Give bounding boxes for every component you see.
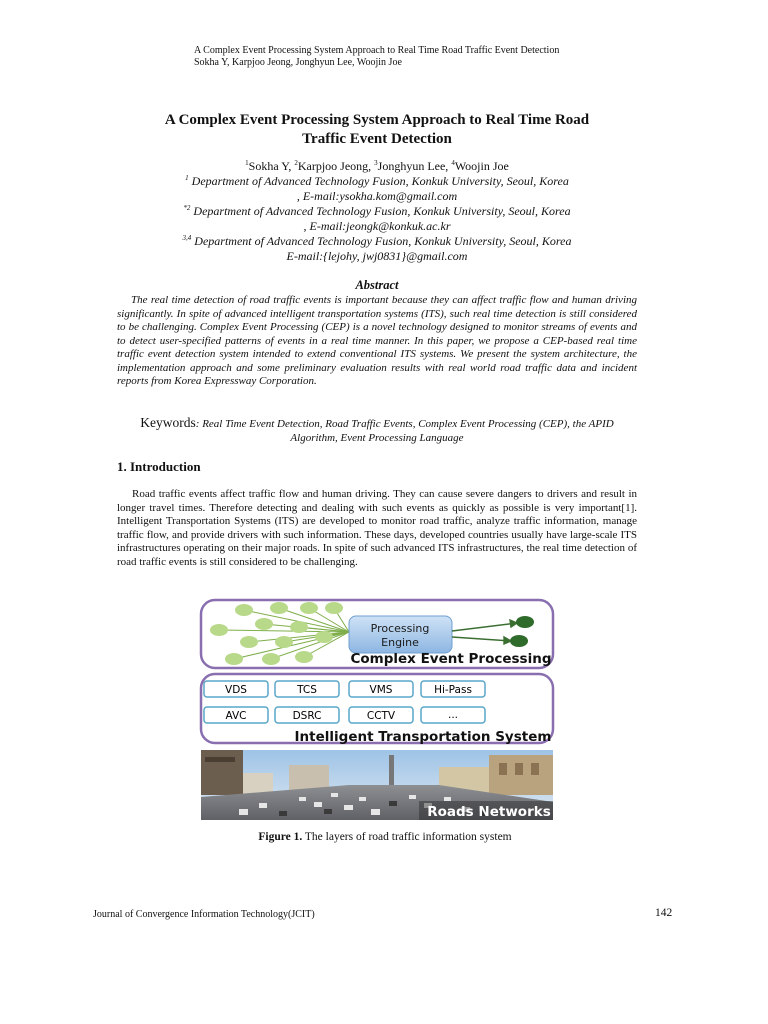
keywords-text: : Real Time Event Detection, Road Traffic Events, Complex Event Processing (CEP), the APID Algorithm, Event Processing Language	[195, 418, 614, 444]
author-name: Karpjoo Jeong,	[297, 159, 375, 173]
keywords-label: Keywords	[140, 415, 196, 430]
engine-label-2: Engine	[381, 636, 419, 649]
author-name: Sokha Y,	[248, 159, 295, 173]
introduction-text: Road traffic events affect traffic flow and human driving. They can cause severe dangers to drivers and result in longer travel times. Therefore detecting and dealing with such events as quickly as possible is very important[1]. Intelligent Transportation Systems (ITS) are developed to monitor road traffic, analyze traffic information, manage traffic flow, and provide drivers with such information. These days, developed countries usually have large-scale ITS infrastructures operating on their major roads. In spite of such advanced ITS infrastructures, the real time detection of road traffic events is still considered to be challenging.	[117, 488, 637, 568]
email-2: , E-mail:jeongk@konkuk.ac.kr	[303, 219, 451, 233]
page-number: 142	[655, 907, 673, 919]
author-sup: 4	[451, 159, 455, 167]
email-1: , E-mail:ysokha.kom@gmail.com	[296, 189, 458, 203]
affiliation-2	[90, 204, 664, 219]
its-box-label: TCS	[297, 684, 317, 696]
affiliation-sup: *2	[183, 204, 191, 212]
abstract-heading: Abstract	[355, 278, 399, 292]
running-head-authors: Sokha Y, Karpjoo Jeong, Jonghyun Lee, Woojin Joe	[194, 57, 402, 68]
paper-title	[100, 111, 654, 149]
caption-label: Figure 1.	[258, 831, 303, 843]
affiliation-sup: 3,4	[182, 234, 192, 242]
author-block	[90, 159, 664, 264]
its-box-label: CCTV	[366, 710, 396, 722]
engine-label-1: Processing	[370, 622, 430, 635]
paper-title-line1: A Complex Event Processing System Approach to Real Time Road	[164, 112, 590, 128]
affiliation-text: Department of Advanced Technology Fusion, Konkuk University, Seoul, Korea	[191, 234, 572, 248]
author-names	[90, 159, 664, 174]
its-box-label: AVC	[225, 710, 247, 722]
figure-1	[199, 597, 557, 822]
affiliation-text: Department of Advanced Technology Fusion, Konkuk University, Seoul, Korea	[190, 204, 571, 218]
keywords	[117, 416, 637, 445]
abstract-text: The real time detection of road traffic events is important because they can affect traffic flow and human driving significantly. In spite of advanced intelligent transportation systems (ITS), such real time detection is still considered to be challenging. Complex Event Processing (CEP) is a novel technology designed to monitor streams of events and to detect user-specified patterns of events in a real time manner. In this paper, we propose a CEP-based real time traffic event detection system intended to extend conventional ITS systems. We present the system architecture, the implementation approach and some preliminary evaluation results with real world road traffic data and incident reports from Korea Expressway Corporation.	[117, 294, 637, 387]
running-head-title: A Complex Event Processing System Approach to Real Time Road Traffic Event Detection	[194, 45, 560, 56]
layers-diagram	[199, 597, 557, 822]
email-3: E-mail:{lejohy, jwj0831}@gmail.com	[286, 249, 468, 263]
its-box-label: ...	[447, 709, 459, 721]
author-name: Jonghyun Lee,	[377, 159, 452, 173]
author-sup: 1	[245, 159, 249, 167]
cep-layer-label: Complex Event Processing	[350, 651, 552, 667]
its-box-label: VDS	[225, 684, 247, 696]
paper-title-line2: Traffic Event Detection	[302, 131, 452, 147]
author-name: Woojin Joe	[454, 159, 509, 173]
section-heading: 1. Introduction	[117, 459, 201, 474]
its-box-label: VMS	[369, 684, 393, 696]
roads-layer-label: Roads Networks	[427, 804, 551, 820]
figure-caption	[90, 831, 680, 843]
author-sup: 2	[294, 159, 298, 167]
its-box-label: Hi-Pass	[434, 684, 472, 696]
its-box-label: DSRC	[292, 710, 322, 722]
affiliation-text: Department of Advanced Technology Fusion, Konkuk University, Seoul, Korea	[188, 174, 569, 188]
affiliation-3	[90, 234, 664, 249]
its-layer-label: Intelligent Transportation System	[294, 729, 552, 745]
affiliation-1	[90, 174, 664, 189]
affiliation-sup: 1	[185, 174, 189, 182]
running-head	[194, 45, 559, 69]
caption-text: The layers of road traffic information system	[302, 831, 512, 843]
footer-journal: Journal of Convergence Information Technology(JCIT)	[93, 909, 315, 920]
author-sup: 3	[374, 159, 378, 167]
